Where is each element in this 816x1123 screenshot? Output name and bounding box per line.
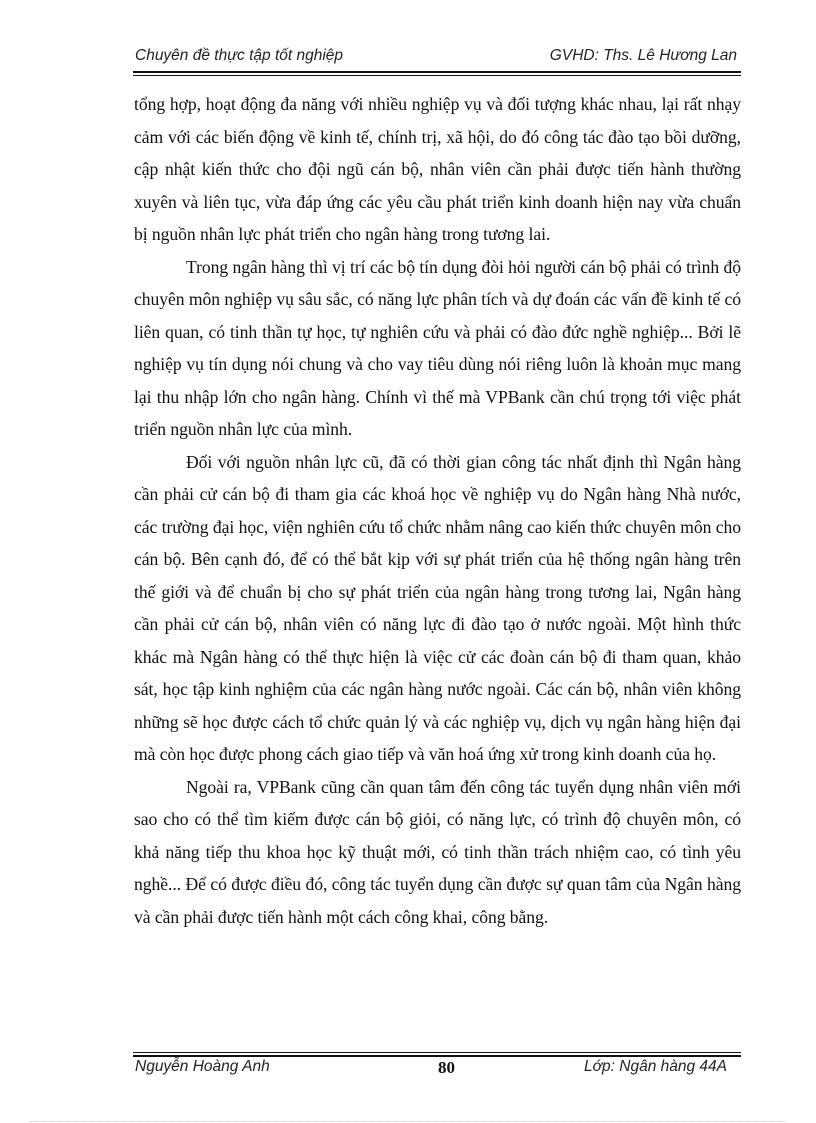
paragraph-continued: tổng hợp, hoạt động đa năng với nhiều nghiệp vụ và đối tượng khác nhau, lại rất nhạy cảm với các biến động về kinh tế, chính trị, xã hội, do đó công tác đào tạo bồi dưỡng, cập nhật kiến thức cho đội ngũ cán bộ, nhân viên cần phải được tiến hành thường xuyên và liên tục, vừa đáp ứng các yêu cầu phát triển kinh doanh hiện nay vừa chuẩn bị nguồn nhân lực phát triển cho ngân hàng trong tương lai.: [134, 94, 741, 244]
footer-class: Lớp: Ngân hàng 44A: [584, 1058, 727, 1075]
header-divider-thick: [133, 71, 741, 73]
header-supervisor: GVHD: Ths. Lê Hương Lan: [549, 47, 737, 64]
header-title: Chuyên đề thực tập tốt nghiệp: [135, 47, 344, 64]
footer-divider-thick: [133, 1055, 741, 1057]
page-footer: [133, 1058, 741, 1082]
footer-author: Nguyễn Hoàng Anh: [135, 1058, 270, 1075]
header-divider-thin: [133, 75, 741, 76]
page-header: [133, 46, 741, 70]
paragraph-recruitment: Ngoài ra, VPBank cũng cần quan tâm đến công tác tuyển dụng nhân viên mới sao cho có thể tìm kiếm được cán bộ giỏi, có năng lực, có trình độ chuyên môn, có khả năng tiếp thu khoa học kỹ thuật mới, có tinh thần trách nhiệm cao, có tình yêu nghề... Để có được điều đó, công tác tuyển dụng cần được sự quan tâm của Ngân hàng và cần phải được tiến hành một cách công khai, công bằng.: [134, 776, 741, 927]
body-text: [134, 88, 741, 933]
page-bottom-edge: [30, 1121, 786, 1122]
page-number: 80: [438, 1058, 455, 1077]
paragraph-existing-staff-training: Đối với nguồn nhân lực cũ, đã có thời gian công tác nhất định thì Ngân hàng cần phải cử cán bộ đi tham gia các khoá học về nghiệp vụ do Ngân hàng Nhà nước, các trường đại học, viện nghiên cứu tổ chức nhằm nâng cao kiến thức chuyên môn cho cán bộ. Bên cạnh đó, để có thể bắt kịp với sự phát triển của hệ thống ngân hàng trên thế giới và để chuẩn bị cho sự phát triển của ngân hàng trong tương lai, Ngân hàng cần phải cử cán bộ, nhân viên có năng lực đi đào tạo ở nước ngoài. Một hình thức khác mà Ngân hàng có thể thực hiện là việc cử các đoàn cán bộ đi tham quan, khảo sát, học tập kinh nghiệm của các ngân hàng nước ngoài. Các cán bộ, nhân viên không những sẽ học được cách tổ chức quản lý và các nghiệp vụ, dịch vụ ngân hàng hiện đại mà còn học được phong cách giao tiếp và văn hoá ứng xử trong kinh doanh của họ.: [134, 451, 741, 764]
footer-divider-thin: [133, 1052, 741, 1053]
paragraph-credit-officers: Trong ngân hàng thì vị trí các bộ tín dụng đòi hỏi người cán bộ phải có trình độ chuyên môn nghiệp vụ sâu sắc, có năng lực phân tích và dự đoán các vấn đề kinh tế có liên quan, có tinh thần tự học, tự nghiên cứu và phải có đào đức nghề nghiệp... Bởi lẽ nghiệp vụ tín dụng nói chung và cho vay tiêu dùng nói riêng luôn là khoản mục mang lại thu nhập lớn cho ngân hàng. Chính vì thế mà VPBank cần chú trọng tới việc phát triển nguồn nhân lực của mình.: [134, 256, 741, 439]
